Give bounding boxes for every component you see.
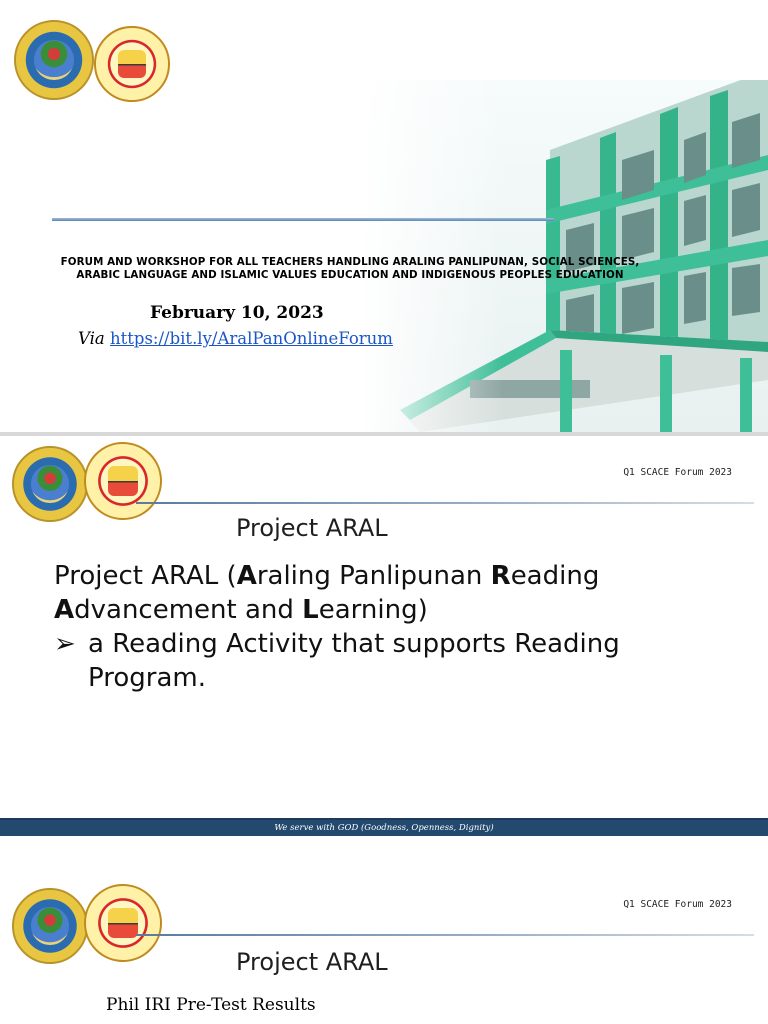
forum-title: FORUM AND WORKSHOP FOR ALL TEACHERS HANDLING ARALING PANLIPUNAN, SOCIAL SCIENCES, ARABIC LANGUAGE AND ISLAMIC VALUES EDUCATION AND INDIGENOUS PEOPLES EDUCATION xyxy=(60,256,640,281)
body-line-1: Project ARAL (Araling Panlipunan Reading xyxy=(54,561,600,591)
slide-title xyxy=(0,0,768,432)
division-seal-icon xyxy=(84,442,162,520)
slide-heading: Project ARAL xyxy=(236,514,388,542)
divider-rule xyxy=(52,218,554,221)
footer-motto: We serve with GOD (Goodness, Openness, Dignity) xyxy=(274,823,494,833)
forum-link[interactable]: https://bit.ly/AralPanOnlineForum xyxy=(110,329,393,348)
bullet-text: a Reading Activity that supports Reading Program. xyxy=(88,629,620,693)
phil-iri-heading: Phil IRI Pre-Test Results xyxy=(106,995,316,1015)
deped-seal-icon xyxy=(12,446,88,522)
division-seal-icon xyxy=(94,26,170,102)
footer-bar xyxy=(0,818,768,836)
event-date: February 10, 2023 xyxy=(150,303,324,323)
deped-seal-icon xyxy=(12,888,88,964)
header-label: Q1 SCACE Forum 2023 xyxy=(623,467,732,478)
arrow-bullet-icon: ➢ xyxy=(54,629,76,659)
slide-heading: Project ARAL xyxy=(236,948,388,976)
slide-body xyxy=(54,559,734,695)
via-label: Via xyxy=(78,329,105,348)
division-seal-icon xyxy=(84,884,162,962)
header-rule xyxy=(136,934,754,936)
deped-seal-icon xyxy=(14,20,94,100)
header-label: Q1 SCACE Forum 2023 xyxy=(623,899,732,910)
header-rule xyxy=(136,502,754,504)
via-line xyxy=(78,329,393,348)
body-line-2: Advancement and Learning) xyxy=(54,595,428,625)
slide-project-aral xyxy=(0,436,768,872)
bullet-item xyxy=(54,627,734,695)
slide-phil-iri xyxy=(0,872,768,1024)
